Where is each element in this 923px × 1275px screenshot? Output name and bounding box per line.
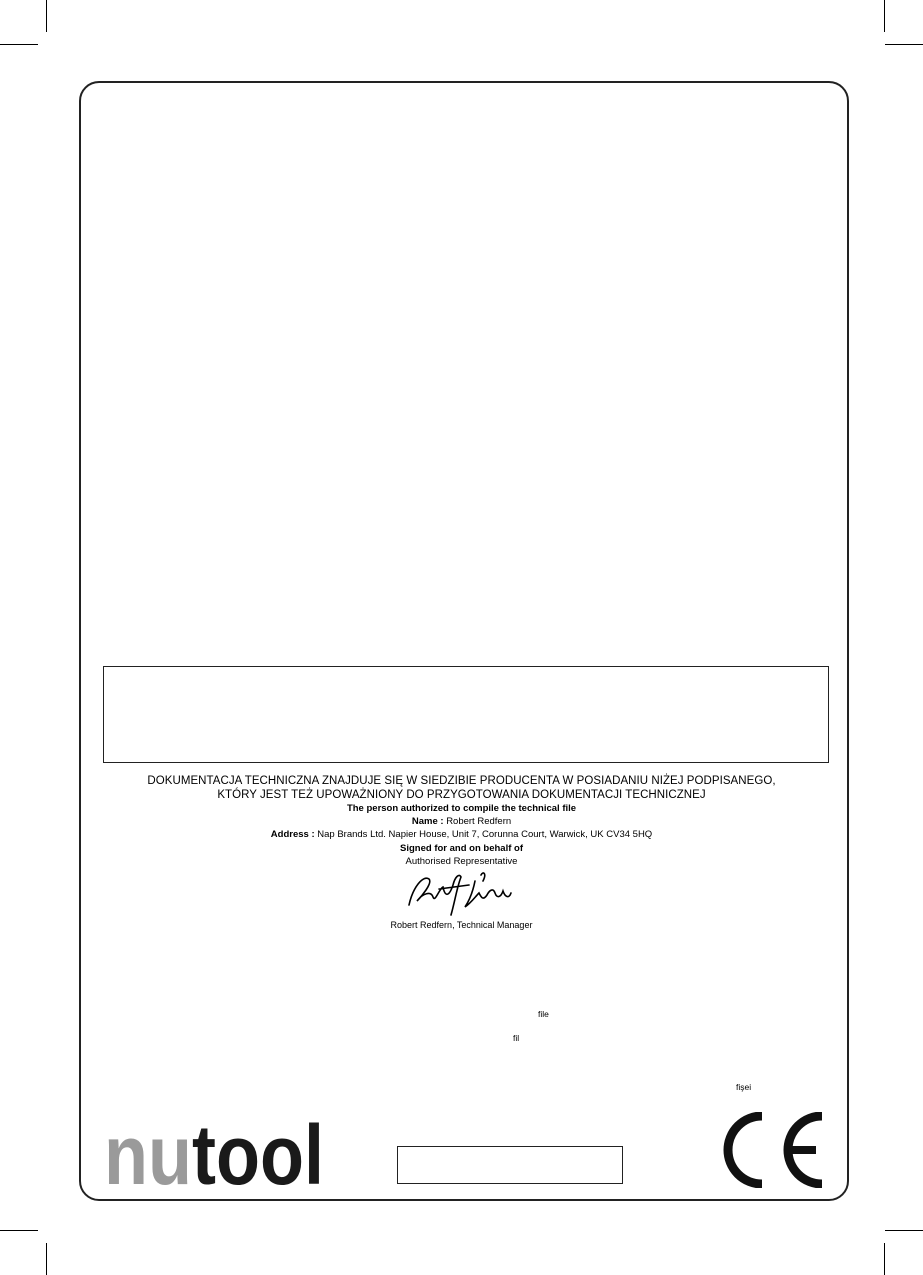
crop-mark-top-left [46, 0, 47, 32]
name-label: Name : [411, 816, 444, 827]
pl-declaration-line-1: DOKUMENTACJA TECHNICZNA ZNAJDUJE SIĘ W SIEDZIBIE PRODUCENTA W POSIADANIU NIŻEJ PODPISANEGO, [147, 775, 776, 787]
fragment-fisei: fişei [736, 1082, 752, 1092]
crop-mark-bottom-right-h [885, 1230, 923, 1231]
product-code-box [397, 1146, 623, 1184]
address-value: Nap Brands Ltd. Napier House, Unit 7, Corunna Court, Warwick, UK CV34 5HQ [317, 829, 653, 840]
signed-for-line: Signed for and on behalf of [400, 843, 523, 854]
ce-mark [720, 1112, 826, 1188]
crop-mark-bottom-right [884, 1243, 885, 1275]
name-line [0, 816, 923, 827]
crop-mark-top-left-h [0, 44, 38, 45]
crop-mark-top-right [884, 0, 885, 32]
crop-mark-bottom-left [46, 1243, 47, 1275]
logo-part-tool: tool [192, 1118, 324, 1188]
nutool-logo [104, 1118, 334, 1188]
page-frame [79, 81, 849, 1201]
authorized-person-line: The person authorized to compile the technical file [346, 803, 577, 814]
name-value: Robert Redfern [446, 816, 512, 827]
signature-image [403, 867, 523, 919]
crop-mark-top-right-h [885, 44, 923, 45]
crop-mark-bottom-left-h [0, 1230, 38, 1231]
address-label: Address : [270, 829, 315, 840]
logo-part-nu: nu [104, 1118, 192, 1188]
address-line [0, 829, 923, 840]
pl-declaration-line-2: KTÓRY JEST TEŻ UPOWAŻNIONY DO PRZYGOTOWANIA DOKUMENTACJI TECHNICZNEJ [217, 789, 706, 801]
signatory-line: Robert Redfern, Technical Manager [390, 920, 533, 930]
fragment-fil: fil [513, 1033, 520, 1043]
fragment-file: file [538, 1009, 549, 1019]
role-line: Authorised Representative [405, 856, 518, 867]
notice-box [103, 666, 829, 763]
